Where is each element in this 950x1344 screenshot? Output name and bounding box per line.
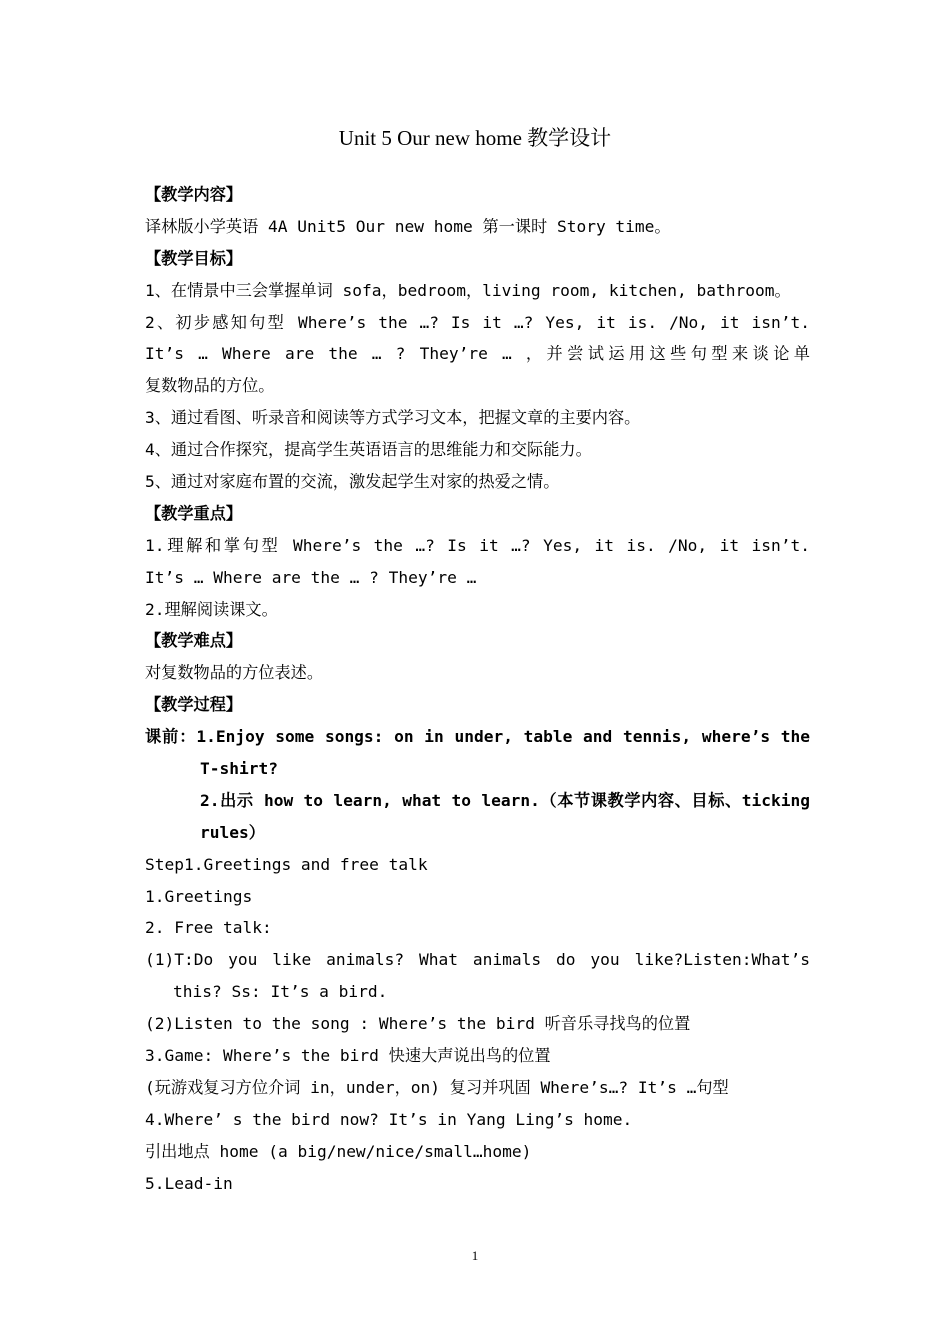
goal-2-line-3: 复数物品的方位。 (145, 376, 275, 396)
section-heading-goals: 【教学目标】 (145, 248, 243, 268)
section-heading-process: 【教学过程】 (145, 695, 243, 715)
section-heading-content: 【教学内容】 (145, 185, 243, 204)
document-title: Unit 5 Our new home 教学设计 (338, 126, 612, 150)
step-1-heading: Step1.Greetings and free talk (145, 854, 428, 874)
goal-1: 1、在情景中三会掌握单词 sofa，bedroom，living room, kitchen, bathroom。 (145, 280, 791, 300)
key-point-1-line-2: It’s … Where are the … ? They’re … (145, 567, 477, 587)
section-heading-key-points: 【教学重点】 (145, 503, 243, 523)
key-point-1-line-1: 1.理解和掌句型 Where’s the …? Is it …? Yes, it is. /No, it isn’t. (145, 535, 810, 555)
lead-home-item: 引出地点 home (a big/new/nice/small…home) (145, 1141, 532, 1161)
goal-4: 4、通过合作探究，提高学生英语语言的思维能力和交际能力。 (145, 440, 592, 460)
free-talk-1-line-1: (1)T:Do you like animals? What animals do you like?Listen:What’s (145, 950, 810, 970)
pre-class-line-3: 2.出示 how to learn, what to learn.（本节课教学内容、目标、ticking (200, 790, 810, 810)
key-point-2: 2.理解阅读课文。 (145, 599, 278, 619)
where-bird-item: 4.Where’ s the bird now? It’s in Yang Ling’s home. (145, 1109, 633, 1129)
pre-class-line-2: T-shirt? (200, 759, 278, 779)
document-body (145, 179, 810, 1200)
section-heading-difficulties: 【教学难点】 (145, 631, 243, 651)
difficulty-text: 对复数物品的方位表述。 (145, 663, 324, 683)
free-talk-2: (2)Listen to the song : Where’s the bird 听音乐寻找鸟的位置 (145, 1014, 691, 1034)
free-talk-1-line-2: this? Ss: It’s a bird. (173, 982, 388, 1002)
goal-3: 3、通过看图、听录音和阅读等方式学习文本，把握文章的主要内容。 (145, 408, 641, 428)
greetings-item: 1.Greetings (145, 886, 253, 906)
content-text: 译林版小学英语 4A Unit5 Our new home 第一课时 Story time。 (145, 216, 671, 236)
game-note: (玩游戏复习方位介词 in，under，on) 复习并巩固 Where’s…? It’s …句型 (145, 1077, 729, 1097)
goal-2-line-1: 2、初步感知句型 Where’s the …? Is it …? Yes, it is. /No, it isn’t. (145, 312, 810, 332)
goal-5: 5、通过对家庭布置的交流，激发起学生对家的热爱之情。 (145, 472, 560, 492)
pre-class-line-4: rules） (200, 822, 265, 842)
game-item: 3.Game: Where’s the bird 快速大声说出鸟的位置 (145, 1046, 551, 1066)
lead-in-item: 5.Lead-in (145, 1173, 233, 1193)
page-number: 1 (471, 1248, 479, 1263)
free-talk-item: 2. Free talk: (145, 918, 272, 938)
pre-class-line-1: 课前：1.Enjoy some songs: on in under, table and tennis, where’s the (145, 727, 810, 747)
goal-2-line-2: It’s … Where are the … ? They’re … ，并尝试运用这些句型来谈论单 (145, 344, 810, 364)
